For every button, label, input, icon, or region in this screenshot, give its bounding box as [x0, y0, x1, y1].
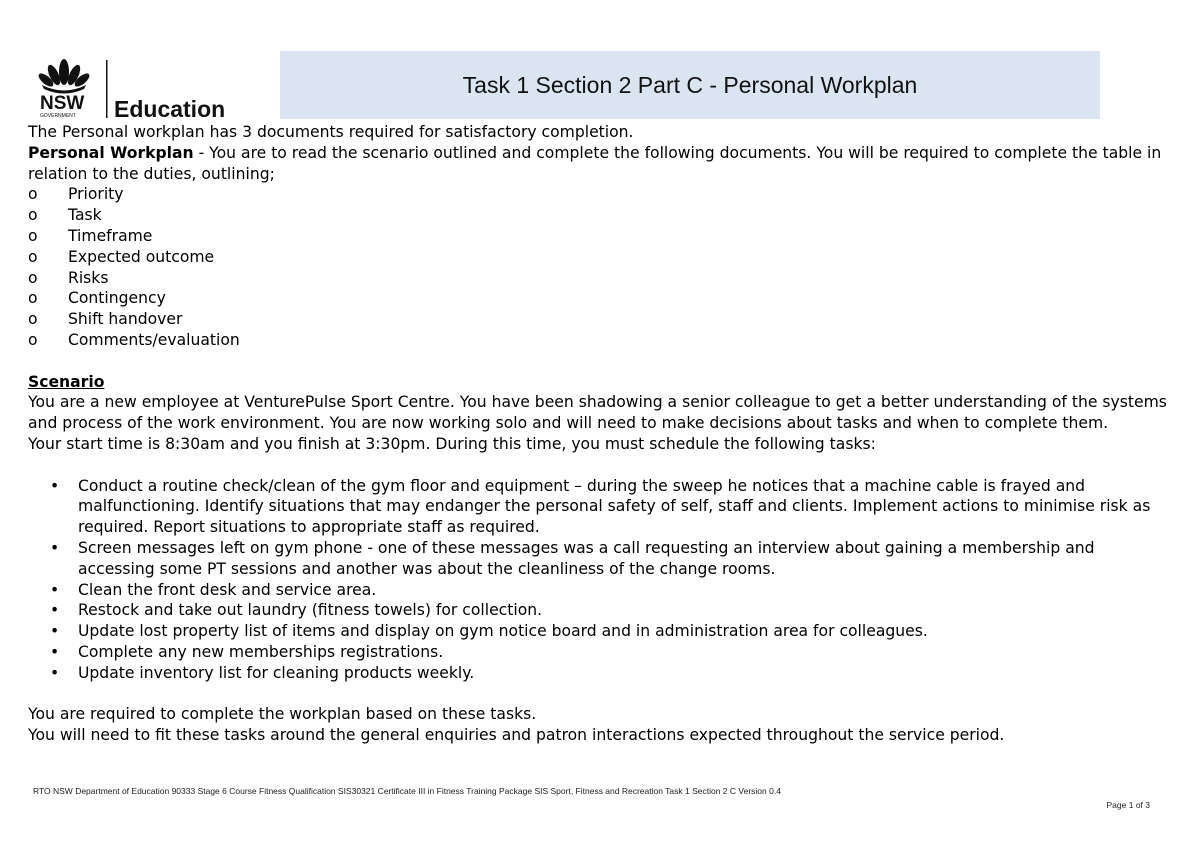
intro-paragraph: [28, 143, 1168, 185]
task-item: • Update inventory list for cleaning products weekly.: [28, 663, 1168, 684]
scenario-paragraph: You are a new employee at VenturePulse Sport Centre. You have been shadowing a senior colleague to get a better understanding of the systems and process of the work environment. You are now working solo and will need to make decisions about tasks and when to complete them.: [28, 393, 1167, 433]
page-number: Page 1 of 3: [1106, 800, 1150, 810]
closing-line: You are required to complete the workplan based on these tasks.: [28, 705, 537, 724]
scenario-heading: Scenario: [28, 372, 105, 391]
task-item: • Clean the front desk and service area.: [28, 580, 1168, 601]
intro-bold-label: Personal Workplan: [28, 143, 194, 162]
list-item: o Task: [28, 205, 1168, 226]
task-item: • Restock and take out laundry (fitness towels) for collection.: [28, 600, 1168, 621]
list-item: o Risks: [28, 268, 1168, 289]
title-banner: [280, 51, 1100, 119]
svg-text:Education: Education: [114, 96, 226, 122]
list-item: o Shift handover: [28, 309, 1168, 330]
schedule-paragraph: Your start time is 8:30am and you finish at 3:30pm. During this time, you must schedule the following tasks:: [28, 434, 876, 453]
task-item: • Complete any new memberships registrations.: [28, 642, 1168, 663]
task-item: • Update lost property list of items and display on gym notice board and in administration area for colleagues.: [28, 621, 1168, 642]
nsw-education-logo: [38, 52, 228, 124]
intro-line: The Personal workplan has 3 documents required for satisfactory completion.: [28, 123, 634, 141]
list-item: o Expected outcome: [28, 247, 1168, 268]
waratah-icon: [38, 52, 228, 124]
svg-text:GOVERNMENT: GOVERNMENT: [40, 113, 76, 119]
list-item: o Contingency: [28, 288, 1168, 309]
closing-line: You will need to fit these tasks around the general enquiries and patron interactions expected throughout the service period.: [28, 726, 1005, 745]
requirements-list: [28, 184, 1168, 350]
document-body: [28, 122, 1168, 746]
page-title: Task 1 Section 2 Part C - Personal Workplan: [462, 71, 918, 98]
list-item: o Comments/evaluation: [28, 330, 1168, 351]
task-list: [28, 476, 1168, 684]
list-item: o Priority: [28, 184, 1168, 205]
svg-text:NSW: NSW: [40, 93, 85, 114]
intro-text: - You are to read the scenario outlined and complete the following documents. You will be required to complete the table in relation to the duties, outlining;: [28, 143, 1162, 183]
task-item: • Screen messages left on gym phone - one of these messages was a call requesting an interview about gaining a membership and accessing some PT sessions and another was about the cleanliness of the change rooms.: [28, 538, 1168, 580]
task-item: • Conduct a routine check/clean of the gym floor and equipment – during the sweep he notices that a machine cable is frayed and malfunctioning. Identify situations that may endanger the personal safety of self, staff and clients. Implement actions to minimise risk as required. Report situations to appropriate staff as required.: [28, 476, 1168, 538]
list-item: o Timeframe: [28, 226, 1168, 247]
footer-text: RTO NSW Department of Education 90333 Stage 6 Course Fitness Qualification SIS30321 Certificate III in Fitness Training Package SIS Sport, Fitness and Recreation Task 1 Section 2 C Version 0.4: [33, 786, 781, 796]
